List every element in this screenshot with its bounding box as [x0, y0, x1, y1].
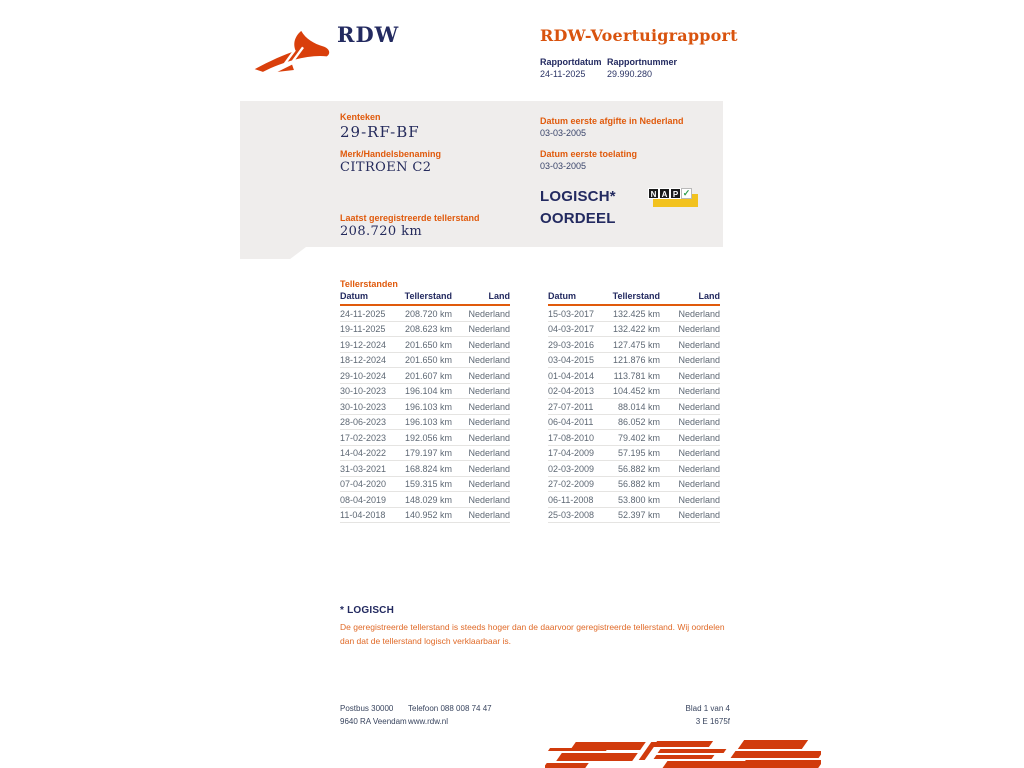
table-row — [340, 384, 510, 400]
table-header — [548, 291, 720, 306]
cell-tellerstand: 192.056 km — [404, 432, 452, 443]
table-row — [340, 446, 510, 462]
cell-land: Nederland — [468, 417, 510, 427]
footer-address — [340, 702, 407, 728]
table-row — [548, 446, 720, 462]
cell-datum: 25-03-2008 — [548, 510, 595, 520]
cell-datum: 11-04-2018 — [340, 510, 386, 520]
column-header-land: Land — [698, 291, 720, 301]
cell-tellerstand: 201.650 km — [404, 355, 452, 365]
odometer-verdict — [540, 186, 616, 230]
footer-city: 9640 RA Veendam — [340, 717, 407, 726]
license-plate-label: Kenteken — [340, 112, 381, 122]
brand-label: Merk/Handelsbenaming — [340, 149, 442, 159]
odometer-section-title: Tellerstanden — [340, 279, 398, 289]
odometer-table-right — [548, 291, 720, 523]
cell-datum: 14-04-2022 — [340, 448, 387, 458]
footer-postbus: Postbus 30000 — [340, 704, 394, 713]
first-admission-label: Datum eerste toelating — [540, 149, 638, 159]
table-row — [340, 492, 510, 508]
cell-datum: 19-11-2025 — [340, 324, 386, 334]
cell-datum: 06-04-2011 — [548, 417, 594, 427]
rdw-logo-wordmark: RDW — [337, 22, 400, 47]
cell-land: Nederland — [468, 510, 510, 520]
table-row — [340, 368, 510, 384]
cell-tellerstand: 79.402 km — [617, 432, 660, 443]
cell-land: Nederland — [468, 448, 510, 458]
report-number-label: Rapportnummer — [607, 57, 678, 67]
table-header — [340, 291, 510, 306]
footer-form-code: 3 E 1675f — [695, 717, 730, 726]
cell-land: Nederland — [678, 355, 720, 365]
table-row — [548, 337, 720, 353]
rdw-logo-icon — [252, 27, 334, 73]
table-row — [340, 353, 510, 369]
table-row — [548, 430, 720, 446]
cell-datum: 17-08-2010 — [548, 432, 595, 443]
table-row — [548, 415, 720, 431]
cell-tellerstand: 53.800 km — [617, 494, 660, 505]
nap-letter-p: P — [670, 188, 681, 199]
footnote-text: De geregistreerde tellerstand is steeds hoger dan de daarvoor geregistreerde tellerstand. Wij oordelen dan dat de tellerstand logisch verklaarbaar is. — [340, 622, 725, 646]
footer-phone: Telefoon 088 008 74 47 — [408, 704, 492, 713]
cell-datum: 24-11-2025 — [340, 308, 386, 319]
rdw-stripes-graphic — [545, 739, 821, 768]
cell-land: Nederland — [678, 308, 720, 319]
column-header-datum: Datum — [548, 291, 577, 301]
cell-datum: 03-04-2015 — [548, 355, 595, 365]
nap-check-icon: ✓ — [682, 188, 691, 198]
cell-datum: 15-03-2017 — [548, 308, 595, 319]
cell-tellerstand: 56.882 km — [617, 463, 660, 474]
cell-tellerstand: 201.650 km — [404, 339, 452, 350]
cell-land: Nederland — [678, 417, 720, 427]
cell-tellerstand: 132.422 km — [612, 324, 660, 334]
cell-tellerstand: 208.720 km — [404, 308, 452, 319]
last-odometer-label: Laatst geregistreerde tellerstand — [340, 213, 480, 223]
last-odometer-value: 208.720 km — [340, 224, 423, 239]
cell-datum: 02-04-2013 — [548, 386, 595, 396]
cell-tellerstand: 57.195 km — [617, 448, 660, 458]
cell-tellerstand: 179.197 km — [404, 448, 452, 458]
odometer-table-left — [340, 291, 510, 523]
table-row — [340, 477, 510, 493]
cell-land: Nederland — [468, 401, 510, 412]
nap-letter-n: N — [648, 188, 659, 199]
cell-datum: 19-12-2024 — [340, 339, 387, 350]
cell-tellerstand: 148.029 km — [404, 494, 452, 505]
cell-datum: 29-10-2024 — [340, 370, 387, 381]
cell-tellerstand: 88.014 km — [617, 401, 660, 412]
cell-datum: 31-03-2021 — [340, 463, 387, 474]
column-header-tellerstand: Tellerstand — [404, 291, 452, 301]
cell-land: Nederland — [468, 370, 510, 381]
cell-land: Nederland — [678, 448, 720, 458]
cell-tellerstand: 196.104 km — [404, 386, 452, 396]
table-row — [548, 353, 720, 369]
table-row — [340, 461, 510, 477]
table-row — [548, 399, 720, 415]
cell-land: Nederland — [678, 370, 720, 381]
cell-datum: 17-04-2009 — [548, 448, 595, 458]
cell-tellerstand: 121.876 km — [612, 355, 660, 365]
cell-land: Nederland — [678, 432, 720, 443]
column-header-datum: Datum — [340, 291, 369, 301]
table-row — [340, 415, 510, 431]
table-row — [340, 508, 510, 524]
cell-datum: 02-03-2009 — [548, 463, 595, 474]
table-row — [548, 461, 720, 477]
footer-page-number: Blad 1 van 4 — [685, 704, 730, 713]
table-row — [548, 384, 720, 400]
cell-datum: 28-06-2023 — [340, 417, 387, 427]
cell-land: Nederland — [468, 494, 510, 505]
table-row — [548, 492, 720, 508]
verdict-line-2: OORDEEL — [540, 210, 616, 227]
cell-land: Nederland — [678, 339, 720, 350]
brand-value: CITROEN C2 — [340, 160, 432, 175]
table-row — [548, 322, 720, 338]
cell-land: Nederland — [678, 463, 720, 474]
table-row — [548, 368, 720, 384]
cell-tellerstand: 159.315 km — [404, 479, 452, 489]
footer-website: www.rdw.nl — [408, 717, 449, 726]
first-issue-value: 03-03-2005 — [540, 128, 587, 138]
cell-land: Nederland — [678, 386, 720, 396]
cell-tellerstand: 208.623 km — [404, 324, 452, 334]
cell-land: Nederland — [468, 479, 510, 489]
first-admission-value: 03-03-2005 — [540, 161, 587, 171]
cell-datum: 01-04-2014 — [548, 370, 595, 381]
cell-tellerstand: 104.452 km — [612, 386, 660, 396]
cell-tellerstand: 201.607 km — [404, 370, 452, 381]
report-date-value: 24-11-2025 — [540, 69, 586, 79]
cell-datum: 27-07-2011 — [548, 401, 594, 412]
page-title: RDW-Voertuigrapport — [540, 26, 738, 45]
footer-pageinfo — [620, 702, 730, 728]
cell-tellerstand: 132.425 km — [612, 308, 660, 319]
nap-letter-a: A — [659, 188, 670, 199]
cell-datum: 30-10-2023 — [340, 386, 387, 396]
cell-land: Nederland — [468, 386, 510, 396]
column-header-tellerstand: Tellerstand — [612, 291, 660, 301]
table-row — [548, 477, 720, 493]
table-row — [340, 399, 510, 415]
cell-datum: 08-04-2019 — [340, 494, 387, 505]
license-plate-value: 29-RF-BF — [340, 123, 420, 141]
cell-land: Nederland — [678, 510, 720, 520]
cell-land: Nederland — [678, 401, 720, 412]
cell-datum: 30-10-2023 — [340, 401, 387, 412]
cell-datum: 18-12-2024 — [340, 355, 387, 365]
table-row — [548, 508, 720, 524]
cell-datum: 17-02-2023 — [340, 432, 387, 443]
verdict-line-1: LOGISCH* — [540, 188, 616, 205]
table-row — [340, 430, 510, 446]
cell-tellerstand: 140.952 km — [404, 510, 452, 520]
nap-logo — [648, 186, 702, 210]
cell-tellerstand: 52.397 km — [617, 510, 660, 520]
table-row — [340, 306, 510, 322]
cell-tellerstand: 127.475 km — [612, 339, 660, 350]
cell-land: Nederland — [468, 432, 510, 443]
cell-land: Nederland — [468, 308, 510, 319]
cell-datum: 04-03-2017 — [548, 324, 595, 334]
footer-contact — [408, 702, 492, 728]
cell-land: Nederland — [468, 324, 510, 334]
cell-land: Nederland — [468, 463, 510, 474]
report-number-value: 29.990.280 — [607, 69, 653, 79]
cell-datum: 29-03-2016 — [548, 339, 595, 350]
cell-datum: 07-04-2020 — [340, 479, 387, 489]
cell-land: Nederland — [468, 339, 510, 350]
cell-tellerstand: 168.824 km — [404, 463, 452, 474]
cell-land: Nederland — [678, 324, 720, 334]
cell-tellerstand: 196.103 km — [404, 401, 452, 412]
cell-tellerstand: 56.882 km — [617, 479, 660, 489]
cell-tellerstand: 196.103 km — [404, 417, 452, 427]
column-header-land: Land — [488, 291, 510, 301]
report-date-label: Rapportdatum — [540, 57, 602, 67]
cell-land: Nederland — [678, 494, 720, 505]
cell-datum: 06-11-2008 — [548, 494, 594, 505]
cell-land: Nederland — [678, 479, 720, 489]
table-row — [548, 306, 720, 322]
cell-land: Nederland — [468, 355, 510, 365]
first-issue-label: Datum eerste afgifte in Nederland — [540, 116, 684, 126]
cell-datum: 27-02-2009 — [548, 479, 595, 489]
table-row — [340, 337, 510, 353]
cell-tellerstand: 86.052 km — [617, 417, 660, 427]
cell-tellerstand: 113.781 km — [613, 370, 660, 381]
table-row — [340, 322, 510, 338]
footnote-title: * LOGISCH — [340, 605, 395, 616]
panel-corner-tab — [240, 247, 306, 259]
